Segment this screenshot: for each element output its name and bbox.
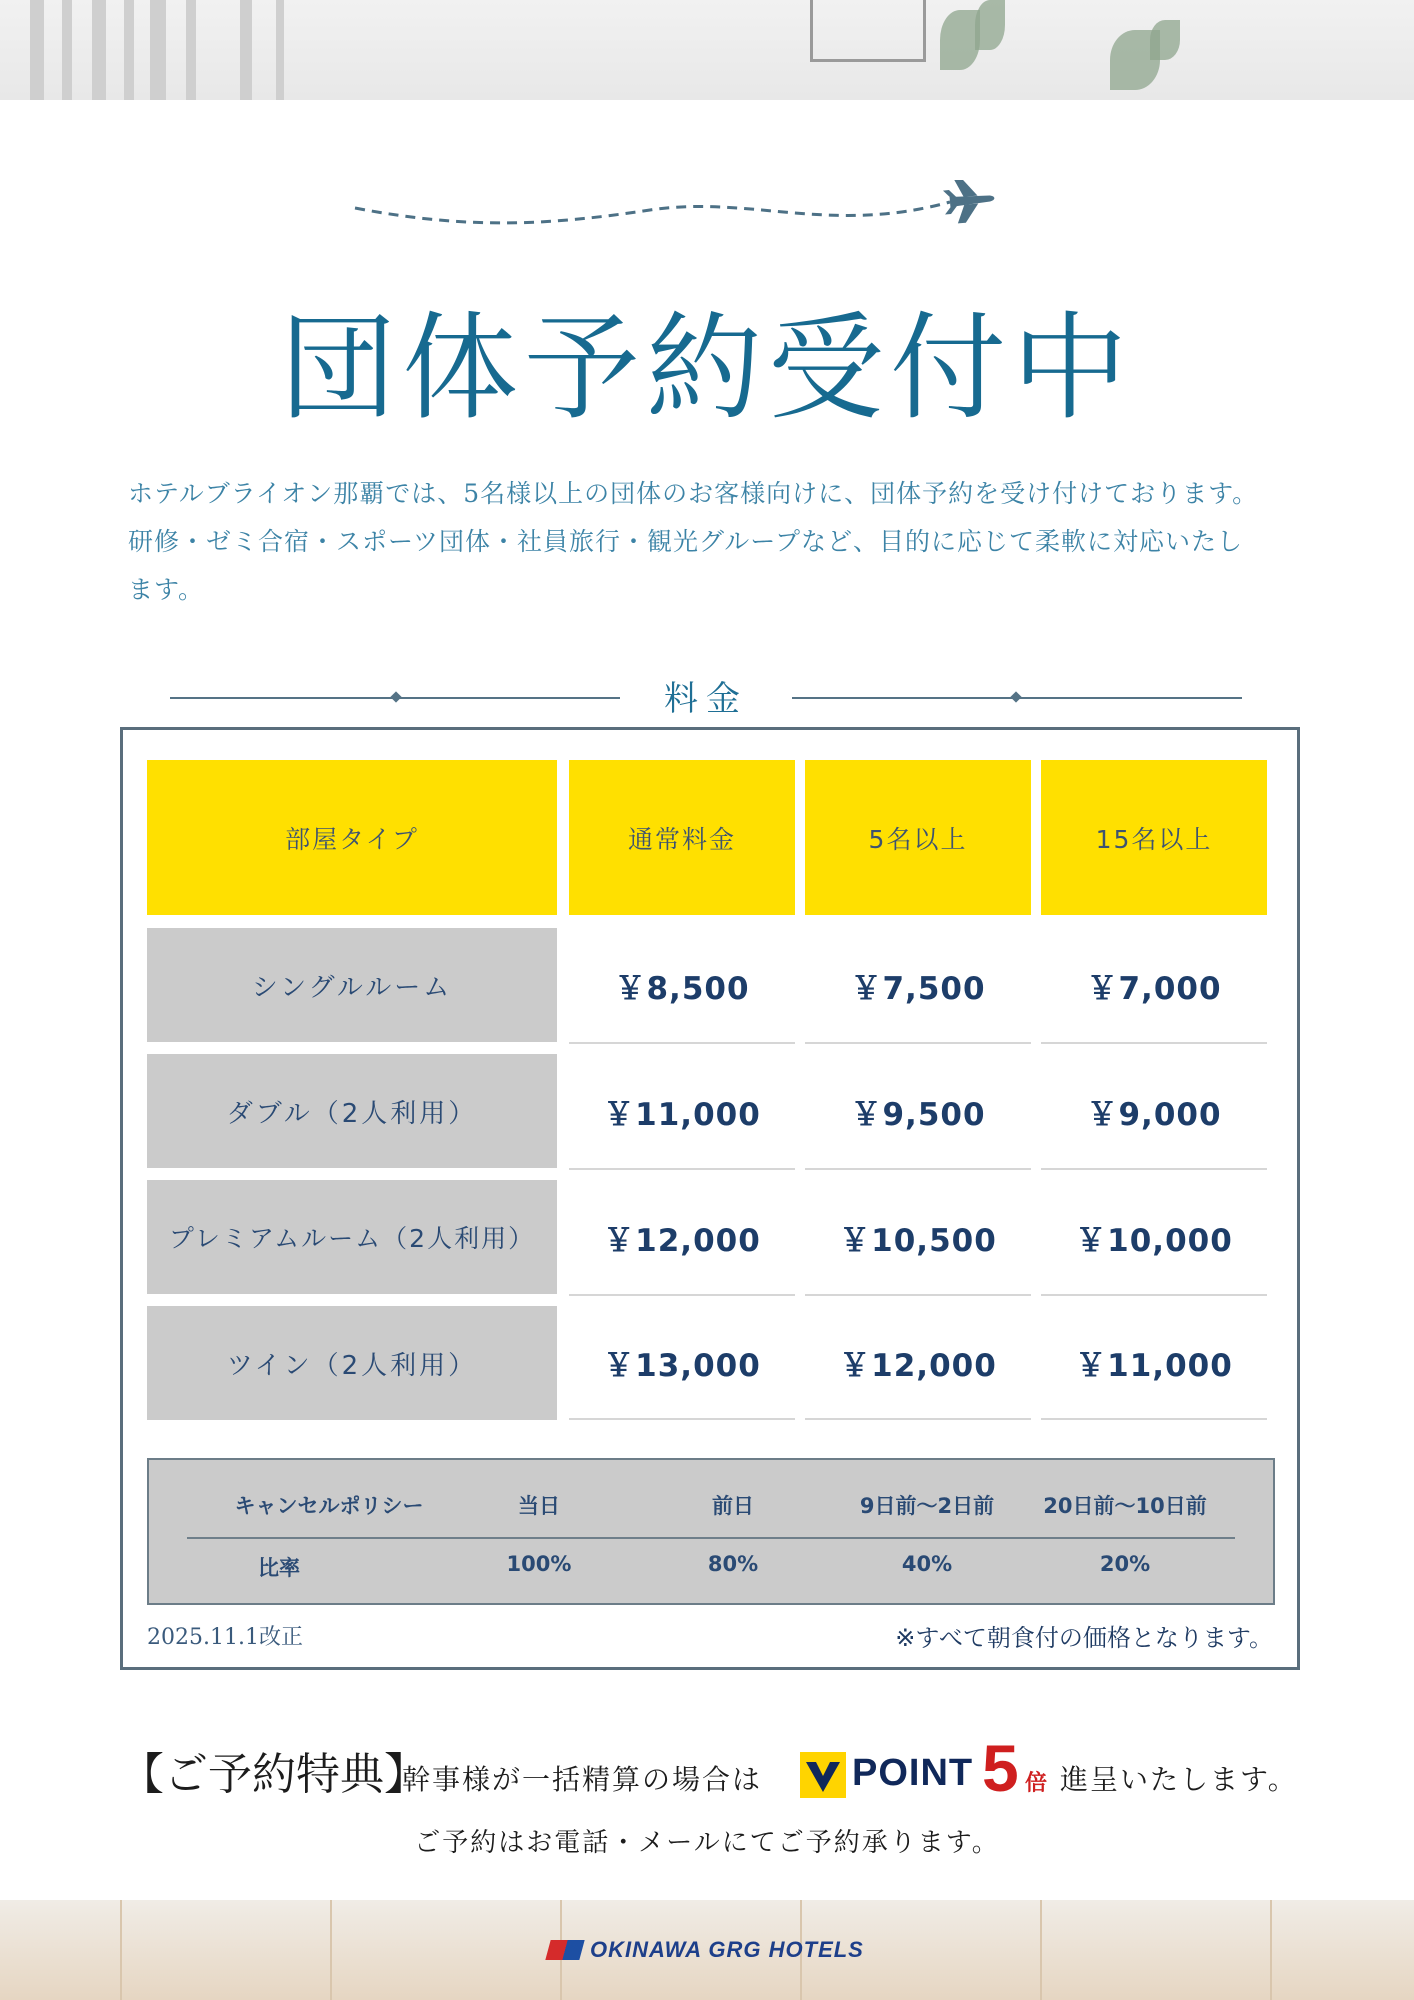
section-heading <box>170 665 1242 725</box>
perk-heading: 【ご予約特典】 <box>120 1749 428 1800</box>
point-multiplier: 5 <box>982 1731 1019 1805</box>
price-table-box <box>120 727 1300 1670</box>
cancel-header: 当日 <box>518 1494 560 1518</box>
room-type-cell: シングルルーム <box>147 928 557 1042</box>
contact-text: ご予約はお電話・メールにてご予約承ります。 <box>414 1828 1000 1858</box>
header-room-type: 部屋タイプ <box>147 760 557 915</box>
price-cell: ￥13,000 <box>569 1306 795 1420</box>
price-cell: ￥11,000 <box>1041 1306 1267 1420</box>
cancel-policy-table <box>147 1458 1275 1605</box>
cancel-rate: 40% <box>901 1552 953 1576</box>
hotel-logo <box>548 1937 864 1963</box>
cancel-policy-label: キャンセルポリシー <box>234 1494 424 1518</box>
intro-line: ます。 <box>128 575 205 604</box>
v-point-icon <box>800 1752 846 1798</box>
room-type-cell: ダブル（2人利用） <box>147 1054 557 1168</box>
airplane-path-icon <box>350 180 1010 250</box>
intro-text <box>128 470 1308 614</box>
perk-text: 幹事様が一括精算の場合は <box>402 1763 763 1796</box>
point-multiplier-unit: 倍 <box>1025 1771 1048 1796</box>
price-cell: ￥10,000 <box>1041 1180 1267 1296</box>
booking-perk <box>120 1731 1300 1806</box>
price-cell: ￥12,000 <box>569 1180 795 1296</box>
room-type-cell: ツイン（2人利用） <box>147 1306 557 1420</box>
intro-line: 研修・ゼミ合宿・スポーツ団体・社員旅行・観光グループなど、目的に応じて柔軟に対応いたし <box>128 527 1244 556</box>
page-title: 団体予約受付中 <box>280 301 1134 436</box>
cancel-rate: 20% <box>1099 1552 1151 1576</box>
room-type-cell: プレミアムルーム（2人利用） <box>147 1180 557 1294</box>
cancel-rate: 80% <box>707 1552 759 1576</box>
point-label: POINT <box>852 1752 974 1794</box>
flag-icon <box>545 1940 584 1960</box>
price-cell: ￥9,000 <box>1041 1054 1267 1170</box>
breakfast-note: ※すべて朝食付の価格となります。 <box>895 1624 1273 1652</box>
price-cell: ￥9,500 <box>805 1054 1031 1170</box>
logo-text: OKINAWA GRG HOTELS <box>590 1937 864 1962</box>
cancel-header: 前日 <box>712 1494 754 1518</box>
price-cell: ￥10,500 <box>805 1180 1031 1296</box>
price-cell: ￥7,000 <box>1041 928 1267 1044</box>
header-regular-rate: 通常料金 <box>569 760 795 915</box>
revision-date: 2025.11.1改正 <box>147 1625 303 1650</box>
cancel-rate: 100% <box>506 1552 572 1576</box>
header-5-plus: 5名以上 <box>805 760 1031 915</box>
header-photo <box>0 0 1414 100</box>
cancel-rate-label: 比率 <box>258 1556 300 1580</box>
price-cell: ￥8,500 <box>569 928 795 1044</box>
header-15-plus: 15名以上 <box>1041 760 1267 915</box>
perk-text-after: 進呈いたします。 <box>1060 1763 1298 1796</box>
price-cell: ￥7,500 <box>805 928 1031 1044</box>
section-label: 料金 <box>664 679 748 719</box>
cancel-header: 9日前〜2日前 <box>859 1494 995 1518</box>
intro-line: ホテルブライオン那覇では、5名様以上の団体のお客様向けに、団体予約を受け付けております。 <box>128 479 1259 508</box>
cancel-header: 20日前〜10日前 <box>1043 1494 1207 1518</box>
price-cell: ￥12,000 <box>805 1306 1031 1420</box>
price-cell: ￥11,000 <box>569 1054 795 1170</box>
